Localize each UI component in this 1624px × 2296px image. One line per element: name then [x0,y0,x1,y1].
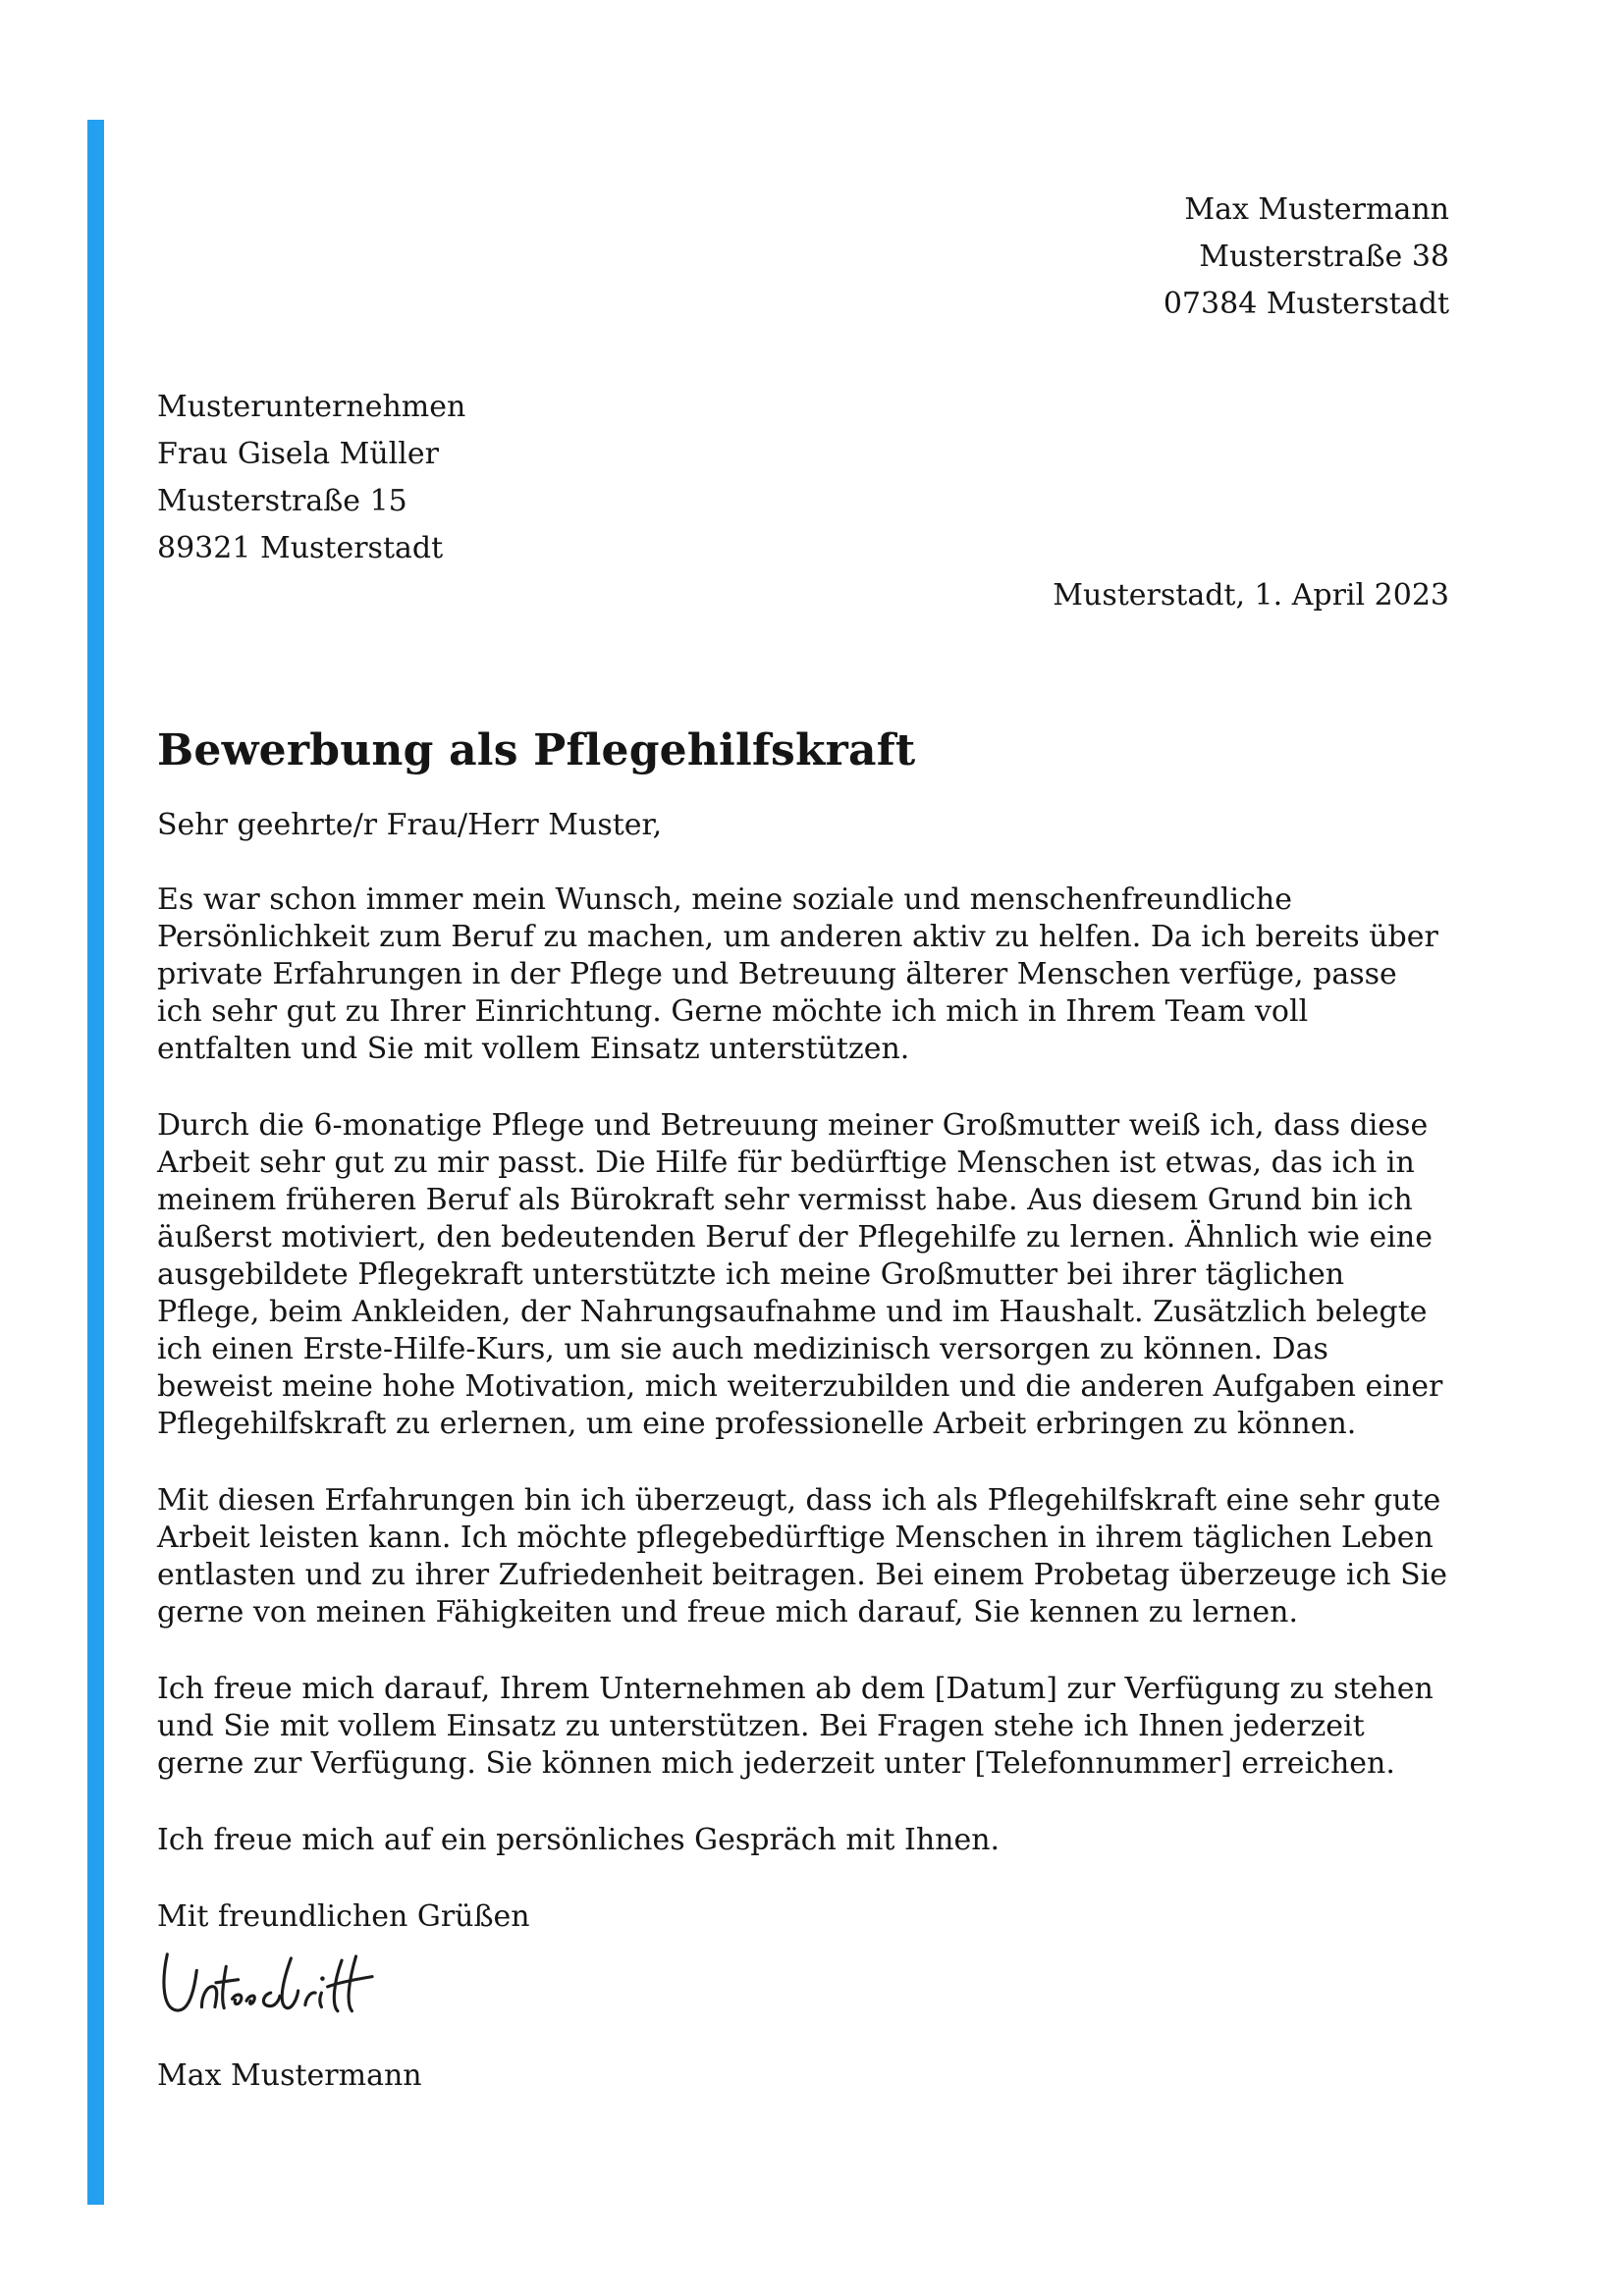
body-paragraph-2: Durch die 6-monatige Pflege und Betreuung meiner Großmutter weiß ich, dass diese Arbeit sehr gut zu mir passt. Die Hilfe für bedürftige Menschen ist etwas, das ich in meinem früheren Beruf als Bürokraft sehr vermisst habe. Aus diesem Grund bin ich äußerst motiviert, den bedeutenden Beruf der Pflegehilfe zu lernen. Ähnlich wie eine ausgebildete Pflegekraft unterstützte ich meine Großmutter bei ihrer täglichen Pflege, beim Ankleiden, der Nahrungsaufnahme und im Haushalt. Zusätzlich belegte ich einen Erste-Hilfe-Kurs, um sie auch medizinisch versorgen zu können. Das beweist meine hohe Motivation, mich weiterzubilden und die anderen Aufgaben einer Pflegehilfskraft zu erlernen, um eine professionelle Arbeit erbringen zu können. [157,1108,1443,1442]
subject-line: Bewerbung als Pflegehilfskraft [157,725,916,775]
body-paragraph-3: Mit diesen Erfahrungen bin ich überzeugt, dass ich als Pflegehilfskraft eine sehr gute Arbeit leisten kann. Ich möchte pflegebedürftige Menschen in ihrem täglichen Leben entlasten und zu ihrer Zufriedenheit beitragen. Bei einem Probetag überzeuge ich Sie gerne von meinen Fähigkeiten und freue mich darauf, Sie kennen zu lernen. [157,1483,1448,1630]
signature-name: Max Mustermann [157,2058,422,2094]
recipient-contact: Frau Gisela Müller [157,437,439,471]
recipient-address-block [157,384,1449,572]
body-paragraph-1: Es war schon immer mein Wunsch, meine soziale und menschenfreundliche Persönlichkeit zum Beruf zu machen, um anderen aktiv zu helfen. Da ich bereits über private Erfahrungen in der Pflege und Betreuung älterer Menschen verfüge, passe ich sehr gut zu Ihrer Einrichtung. Gerne möchte ich mich in Ihrem Team voll entfalten und Sie mit vollem Einsatz unterstützen. [157,882,1438,1067]
recipient-company: Musterunternehmen [157,390,466,424]
signature-block [157,1948,1449,2030]
accent-stripe [87,120,104,2205]
handwritten-signature-image [157,1948,401,2030]
salutation: Sehr geehrte/r Frau/Herr Muster, [157,808,663,843]
recipient-city: 89321 Musterstadt [157,531,444,565]
body-paragraph-5: Ich freue mich auf ein persönliches Gespräch mit Ihnen. [157,1823,1001,1858]
sender-address-block [157,187,1449,328]
sender-street: Musterstraße 38 [1199,240,1449,274]
recipient-street: Musterstraße 15 [157,484,407,518]
closing-line: Mit freundlichen Grüßen [157,1899,530,1935]
letter-content [157,0,1449,2095]
body-paragraph-4: Ich freue mich darauf, Ihrem Unternehmen ab dem [Datum] zur Verfügung zu stehen und Sie mit vollem Einsatz zu unterstützen. Bei Fragen stehe ich Ihnen jederzeit gerne zur Verfügung. Sie können mich jederzeit unter [Telefonnummer] erreichen. [157,1672,1434,1782]
sender-city: 07384 Musterstadt [1163,287,1449,321]
sender-name: Max Mustermann [1184,192,1449,227]
date-line: Musterstadt, 1. April 2023 [1053,578,1449,613]
